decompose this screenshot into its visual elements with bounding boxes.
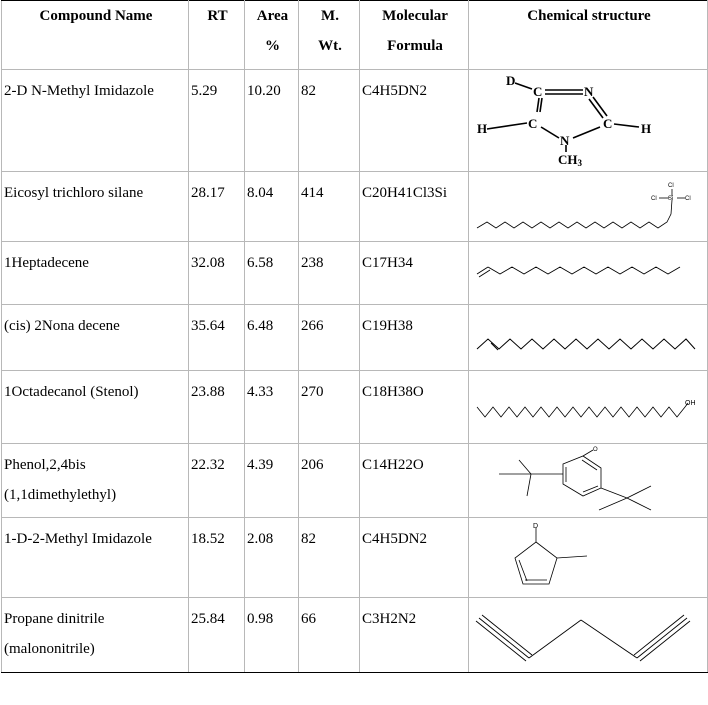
structure-methyl-imidazole: [469, 520, 707, 596]
cell-mol-weight: 266: [299, 305, 360, 371]
cell-compound-name: 1Octadecanol (Stenol): [2, 371, 189, 444]
atom-label: D: [506, 73, 516, 88]
cell-mol-weight: 206: [299, 444, 360, 518]
header-structure: Chemical structure: [469, 1, 708, 70]
header-formula: Molecular Formula: [360, 1, 469, 70]
cell-compound-name: 1Heptadecene: [2, 242, 189, 305]
cell-rt: 32.08: [189, 242, 245, 305]
atom-label: H: [477, 121, 488, 136]
cell-mol-weight: 270: [299, 371, 360, 444]
atom-label: D: [533, 523, 539, 530]
cell-formula: C4H5DN2: [360, 70, 469, 172]
header-mol-weight: M. Wt.: [299, 1, 360, 70]
table-row: [2, 305, 708, 371]
cell-structure: [469, 444, 708, 518]
cell-compound-name: (cis) 2Nona decene: [2, 305, 189, 371]
cell-structure: [469, 242, 708, 305]
atom-label: C: [528, 116, 538, 131]
table-row: [2, 371, 708, 444]
cell-structure: [469, 305, 708, 371]
table-row: [2, 598, 708, 673]
atom-label: O: [593, 447, 598, 453]
atom-label: N: [584, 84, 594, 99]
header-compound-name: Compound Name: [2, 1, 189, 70]
structure-malononitrile: [469, 600, 707, 671]
atom-label: Cl: [651, 196, 657, 202]
atom-label: C: [603, 116, 613, 131]
cell-rt: 35.64: [189, 305, 245, 371]
atom-label: H: [641, 121, 652, 136]
atom-label: Cl: [685, 196, 691, 202]
cell-compound-name: 1-D-2-Methyl Imidazole: [2, 518, 189, 598]
cell-formula: C18H38O: [360, 371, 469, 444]
cell-area: 8.04: [245, 172, 299, 242]
structure-imidazole: [469, 72, 707, 170]
cell-area: 10.20: [245, 70, 299, 172]
cell-compound-name: Propane dinitrile (malononitrile): [2, 598, 189, 673]
header-area: Area %: [245, 1, 299, 70]
cell-compound-name: 2-D N-Methyl Imidazole: [2, 70, 189, 172]
cell-structure: [469, 172, 708, 242]
structure-heptadecene: [469, 244, 707, 303]
cell-area: 6.48: [245, 305, 299, 371]
cell-rt: 23.88: [189, 371, 245, 444]
structure-eicosyl-silane: [469, 174, 707, 240]
cell-rt: 28.17: [189, 172, 245, 242]
structure-phenol: [469, 446, 707, 516]
cell-compound-name: Eicosyl trichloro silane: [2, 172, 189, 242]
cell-rt: 25.84: [189, 598, 245, 673]
compound-table: [1, 0, 708, 673]
cell-mol-weight: 414: [299, 172, 360, 242]
cell-structure: [469, 371, 708, 444]
cell-area: 2.08: [245, 518, 299, 598]
structure-nonadecene: [469, 307, 707, 369]
table-row: [2, 172, 708, 242]
cell-mol-weight: 82: [299, 70, 360, 172]
cell-formula: C3H2N2: [360, 598, 469, 673]
structure-octadecanol: [469, 373, 707, 442]
cell-formula: C14H22O: [360, 444, 469, 518]
table-row: [2, 70, 708, 172]
atom-label: C: [533, 84, 543, 99]
atom-label: CH3: [558, 152, 582, 168]
cell-area: 0.98: [245, 598, 299, 673]
cell-formula: C4H5DN2: [360, 518, 469, 598]
cell-structure: [469, 598, 708, 673]
table-row: [2, 444, 708, 518]
atom-label: N: [560, 133, 570, 148]
cell-rt: 18.52: [189, 518, 245, 598]
atom-label: Si: [668, 196, 674, 202]
cell-formula: C17H34: [360, 242, 469, 305]
cell-area: 6.58: [245, 242, 299, 305]
cell-formula: C20H41Cl3Si: [360, 172, 469, 242]
cell-mol-weight: 66: [299, 598, 360, 673]
cell-mol-weight: 238: [299, 242, 360, 305]
header-rt: RT: [189, 1, 245, 70]
cell-area: 4.39: [245, 444, 299, 518]
atom-label: Cl: [668, 183, 674, 189]
header-row: [2, 1, 708, 70]
cell-structure: [469, 70, 708, 172]
cell-structure: [469, 518, 708, 598]
cell-compound-name: Phenol,2,4bis (1,1dimethylethyl): [2, 444, 189, 518]
cell-rt: 22.32: [189, 444, 245, 518]
cell-rt: 5.29: [189, 70, 245, 172]
table-row: [2, 242, 708, 305]
cell-mol-weight: 82: [299, 518, 360, 598]
table-row: [2, 518, 708, 598]
cell-formula: C19H38: [360, 305, 469, 371]
cell-area: 4.33: [245, 371, 299, 444]
atom-label: OH: [685, 400, 696, 407]
